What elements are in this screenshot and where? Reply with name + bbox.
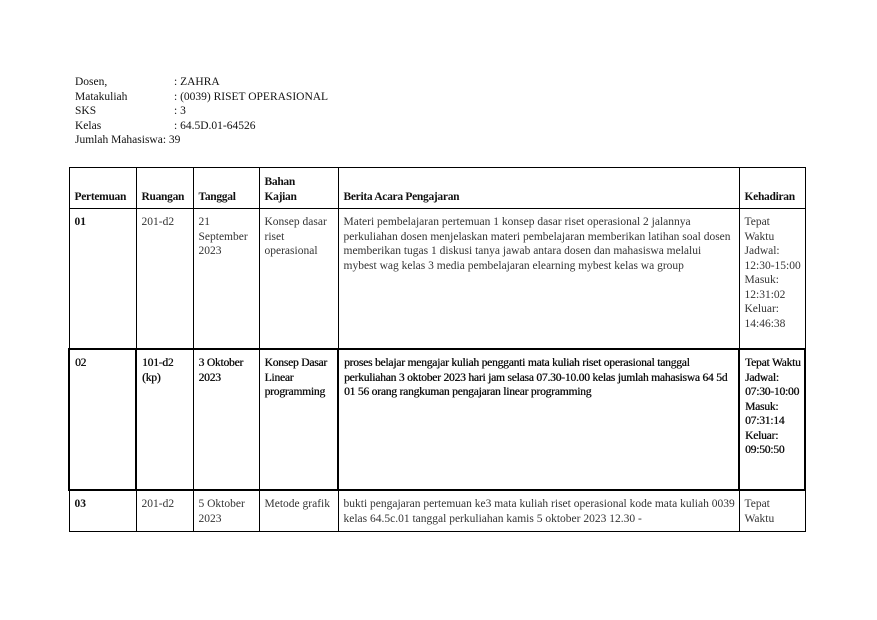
cell-bahan: Konsep Dasar Linear programming <box>259 349 338 490</box>
attendance-table <box>68 167 806 532</box>
col-tanggal: Tanggal <box>193 168 259 209</box>
col-ruangan: Ruangan <box>136 168 193 209</box>
cell-kehadiran <box>739 209 805 350</box>
matakuliah-value: : (0039) RISET OPERASIONAL <box>174 90 329 103</box>
dosen-label: Dosen, <box>75 76 108 88</box>
cell-pertemuan: 03 <box>69 490 136 532</box>
cell-berita: bukti pengajaran pertemuan ke3 mata kuliah riset operasional kode mata kuliah 0039 kelas 64.5c.01 tanggal perkuliahan kamis 5 oktober 2023 12.30 - <box>338 490 739 532</box>
kehadiran-status: Tepat Waktu <box>745 357 801 369</box>
header-row-matakuliah <box>75 90 328 105</box>
sks-label: SKS <box>75 105 97 118</box>
kelas-label: Kelas <box>75 119 102 132</box>
cell-bahan: Metode grafik <box>259 490 338 532</box>
cell-pertemuan: 01 <box>69 209 136 350</box>
col-berita-acara: Berita Acara Pengajaran <box>338 168 739 209</box>
course-header <box>75 75 328 148</box>
table-header-row <box>69 168 805 209</box>
cell-tanggal: 21 September 2023 <box>193 209 259 350</box>
kehadiran-masuk: Masuk: 12:31:02 <box>744 274 786 301</box>
cell-ruangan: 101-d2 (kp) <box>136 349 193 490</box>
jumlah-value: : 39 <box>162 134 181 147</box>
cell-tanggal: 5 Oktober 2023 <box>193 490 259 532</box>
kehadiran-keluar: Keluar: 09:50:50 <box>745 429 785 456</box>
kehadiran-jadwal: Jadwal: 12:30-15:00 <box>744 245 801 272</box>
cell-pertemuan: 02 <box>69 349 136 490</box>
kehadiran-status: Tepat Waktu <box>744 216 775 243</box>
header-row-dosen <box>75 75 328 90</box>
col-bahan-line1: Bahan <box>264 176 295 188</box>
table-row <box>69 490 805 532</box>
cell-ruangan: 201-d2 <box>136 490 193 532</box>
cell-bahan: Konsep dasar riset operasional <box>259 209 338 350</box>
cell-tanggal: 3 Oktober 2023 <box>193 349 259 490</box>
col-bahan-line2: Kajian <box>264 190 297 203</box>
kehadiran-keluar: Keluar: 14:46:38 <box>744 303 786 330</box>
header-row-sks <box>75 104 328 119</box>
table-row <box>69 349 805 490</box>
header-row-kelas <box>75 119 328 134</box>
cell-ruangan: 201-d2 <box>136 209 193 350</box>
kelas-value: : 64.5D.01-64526 <box>174 119 256 132</box>
col-pertemuan: Pertemuan <box>69 168 136 209</box>
cell-berita: Materi pembelajaran pertemuan 1 konsep dasar riset operasional 2 jalannya perkuliahan dosen menjelaskan materi pembelajaran memberikan latihan soal dosen memberikan tugas 1 diskusi tanya jawab antara dosen dan mahasiswa melalui mybest wag kelas 3 media pembelajaran elearning mybest kelas wa group <box>338 209 739 350</box>
col-bahan-kajian <box>259 168 338 209</box>
cell-berita: proses belajar mengajar kuliah pengganti mata kuliah riset operasional tanggal perkuliahan 3 oktober 2023 hari jam selasa 07.30-10.00 kelas jumlah mahasiswa 64 5d 01 56 orang rangkuman pengajaran linear programming <box>338 349 739 490</box>
dosen-value: : ZAHRA <box>174 76 220 88</box>
table-row <box>69 209 805 350</box>
matakuliah-label: Matakuliah <box>75 90 128 103</box>
sks-value: : 3 <box>174 105 186 118</box>
kehadiran-masuk: Masuk: 07:31:14 <box>745 400 785 427</box>
kehadiran-jadwal: Jadwal: 07:30-10:00 <box>745 371 800 398</box>
cell-kehadiran: Tepat Waktu <box>739 490 805 532</box>
col-kehadiran: Kehadiran <box>739 168 805 209</box>
header-row-jumlah <box>75 133 328 148</box>
jumlah-label: Jumlah Mahasiswa <box>75 134 163 147</box>
cell-kehadiran <box>739 349 805 490</box>
